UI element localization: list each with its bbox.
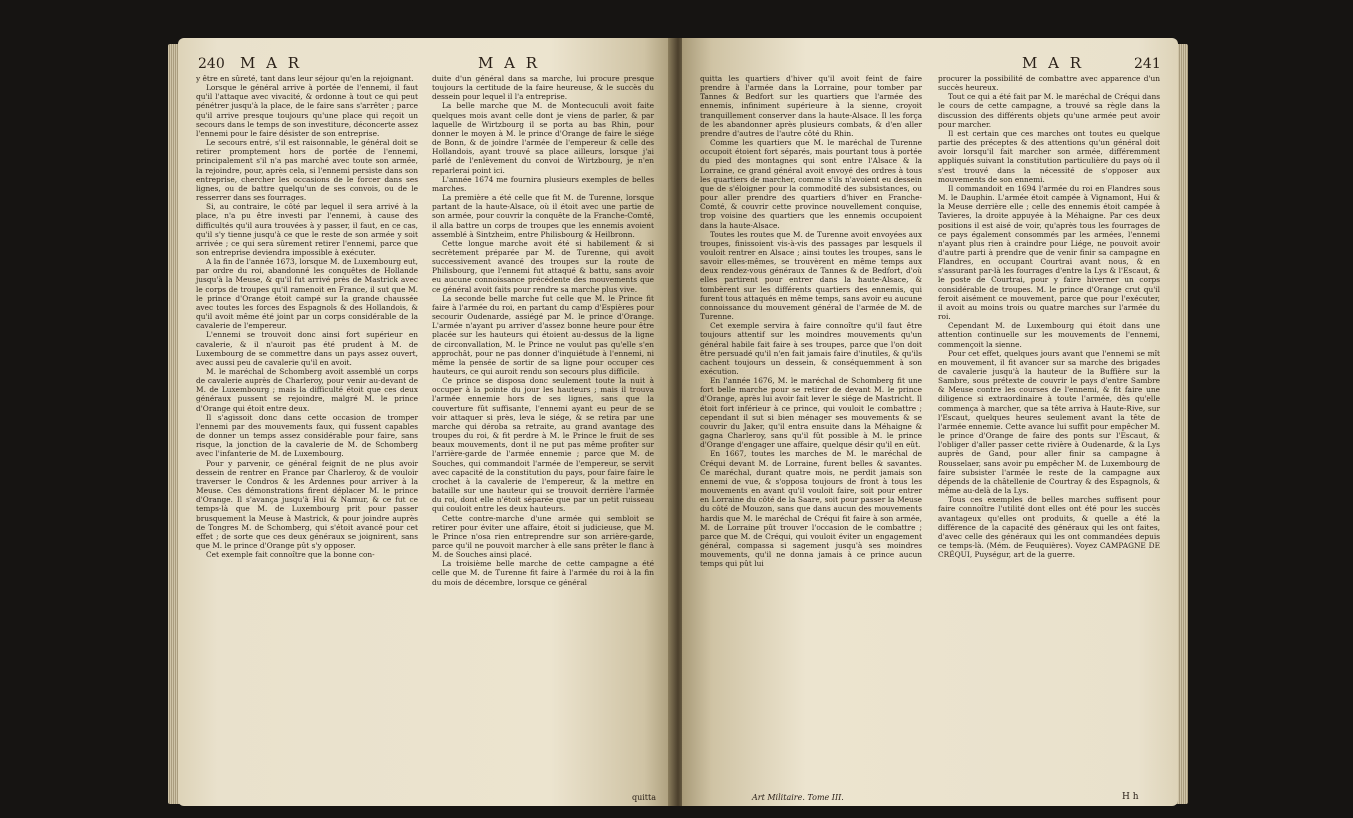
- paragraph: Comme les quartiers que M. le maréchal de Turenne occupoit étoient fort séparés, mais pourtant tous à portée du pied des montagnes qui sont entre l'Alsace & la Lorraine, ce grand général avoit envoyé des ordres à tous les quartiers de marcher, comme s'ils n'avoient eu dessein que de s'éloigner pour la commodité des subsistances, ou pour aller prendre des quartiers d'hiver en Franche-Comté, & couvrir cette province nouvellement conquise, trop voisine des quartiers que les ennemis occupoient dans la haute-Alsace.: [700, 138, 922, 230]
- paragraph: En l'année 1676, M. le maréchal de Schomberg fit une fort belle marche pour se retirer de devant M. le prince d'Orange, après lui avoir fait lever le siége de Mastricht. Il étoit fort inférieur à ce prince, qui vouloit le combattre ; cependant il sut si bien ménager ses mouvements & se couvrir du Jaker, qu'il entra ensuite dans la Méhaigne & gagna Charleroy, sans qu'il fût possible à M. le prince d'Orange d'engager une affaire, quelque désir qu'il en eût.: [700, 376, 922, 450]
- paragraph: Cette longue marche avoit été si habilement & si secrètement préparée par M. de Turenne, qui avoit successivement avancé des troupes sur la route de Philisbourg, que l'ennemi fut attaqué & battu, sans avoir eu aucune connoissance précédente des mouvements que ce général avoit faits pour rendre sa marche plus vive.: [432, 238, 654, 294]
- right-page-column-1: [700, 74, 922, 568]
- running-head-left-col2: M A R: [478, 54, 541, 72]
- volume-footer: Art Militaire. Tome III.: [752, 793, 844, 802]
- left-page-column-2: [432, 74, 654, 587]
- page-number-right: 241: [1134, 56, 1161, 72]
- catchword: quitta: [631, 793, 656, 802]
- paragraph: Il s'agissoit donc dans cette occasion de tromper l'ennemi par des mouvements faux, qui fussent capables de donner un temps assez considérable pour faire, sans risque, la jonction de la cavalerie de M. de Schomberg avec l'infanterie de M. de Luxembourg.: [196, 412, 418, 459]
- paragraph: A la fin de l'année 1673, lorsque M. de Luxembourg eut, par ordre du roi, abandonné les conquêtes de Hollande jusqu'à la Meuse, & qu'il fut arrivé près de Mastrick avec le corps de troupes qu'il ramenoit en France, il sut que M. le prince d'Orange étoit campé sur la grande chaussée avec toutes les forces des Espagnols & des Hollandois, & qu'il avoit même été joint par un corps considérable de la cavalerie de l'empereur.: [196, 257, 418, 331]
- paragraph: Le secours entré, s'il est raisonnable, le général doit se retirer promptement hors de portée de l'ennemi, principalement s'il n'a pas marché avec toute son armée, la rejoindre, pour, après cela, si l'ennemi persiste dans son entreprise, chercher les occasions de le forcer dans ses lignes, ou de battre quelqu'un de ses convois, ou de le resserrer dans ses fourrages.: [196, 138, 418, 203]
- paragraph: M. le maréchal de Schomberg avoit assemblé un corps de cavalerie auprès de Charleroy, pour venir au-devant de M. de Luxembourg ; mais la difficulté étoit que ces deux généraux pussent se rejoindre, malgré M. le prince d'Orange qui étoit entre deux.: [196, 367, 418, 413]
- paragraph: Ce prince se disposa donc seulement toute la nuit à occuper à la pointe du jour les hauteurs ; mais il trouva l'armée ennemie hors de ses lignes, sans que la couverture fût suffisante, l'ennemi ayant eu peur de se voir attaquer si près, leva le siége, & se retira par une marche qui déroba sa retraite, au grand avantage des troupes du roi, & fit perdre à M. le Prince le fruit de ses beaux mouvements, dont il ne put pas même profiter sur l'arrière-garde de l'armée ennemie ; parce que M. de Souches, qui commandoit l'armée de l'empereur, se servit avec capacité de la constitution du pays, pour faire faire le crochet à la cavalerie de l'empereur, & la mettre en bataille sur une hauteur qui se trouvoit derrière l'armée du roi, dont elle n'étoit séparée que par un petit ruisseau qui couloit entre les deux hauteurs.: [432, 376, 654, 514]
- paragraph: Cet exemple servira à faire connoître qu'il faut être toujours attentif sur les moindres mouvements qu'un général habile fait faire à ses troupes, parce que l'on doit être persuadé qu'il n'en fait jamais faire d'inutiles, & qu'ils cachent toujours un dessein, & conséquemment à son exécution.: [700, 321, 922, 376]
- paragraph: Si, au contraire, le côté par lequel il sera arrivé à la place, n'a pu être investi par l'ennemi, à cause des difficultés qu'il aura trouvées à y passer, il faut, en ce cas, qu'il s'y tienne jusqu'à ce que le reste de son armée y soit arrivée ; ce qui sera sûrement retirer l'ennemi, parce que son entreprise deviendra impossible à exécuter.: [196, 202, 418, 257]
- paragraph: y être en sûreté, tant dans leur séjour qu'en la rejoignant.: [196, 74, 414, 83]
- paragraph: duite d'un général dans sa marche, lui procure presque toujours la certitude de la faire heureuse, & le succès du dessein pour lequel il l'a entreprise.: [432, 74, 654, 102]
- right-page-column-2: [938, 74, 1160, 559]
- paragraph: procurer la possibilité de combattre avec apparence d'un succès heureux.: [938, 74, 1160, 93]
- open-book: [178, 38, 1178, 808]
- left-page-column-1: [196, 74, 418, 559]
- paragraph: Tout ce qui a été fait par M. le maréchal de Créqui dans le cours de cette campagne, a trouvé sa règle dans la discussion des différents objets qu'une armée peut avoir pour marcher.: [938, 92, 1160, 129]
- paragraph: La troisième belle marche de cette campagne a été celle que M. de Turenne fit faire à l'armée du roi à la fin du mois de décembre, lorsque ce général: [432, 559, 654, 587]
- paragraph: Toutes les routes que M. de Turenne avoit envoyées aux troupes, finissoient vis-à-vis des passages par lesquels il vouloit rentrer en Alsace ; ainsi toutes les troupes, sans le savoir elles-mêmes, se trouvèrent en même temps aux deux rendez-vous généraux de Tannes & de Bedfort, d'où elles partirent pour entrer dans la haute-Alsace, & tombèrent sur les différents quartiers des ennemis, qui furent tous attaqués en même temps, sans avoir eu aucune connoissance du mouvement général de l'armée de M. de Turenne.: [700, 229, 922, 322]
- paragraph: La belle marche que M. de Montecuculi avoit faite quelques mois avant celle dont je viens de parler, & par laquelle de Wirtzbourg il se porta au bas Rhin, pour donner le moyen à M. le prince d'Orange de faire le siége de Bonn, & de joindre l'armée de l'empereur & celle des Hollandois, ayant trouvé sa place ailleurs, lorsque j'ai parlé de l'enlèvement du convoi de Wirtzbourg, je n'en reparlerai point ici.: [432, 101, 654, 175]
- paragraph: Cette contre-marche d'une armée qui sembloit se retirer pour éviter une affaire, étoit si judicieuse, que M. le Prince n'osa rien entreprendre sur son arrière-garde, parce qu'il ne pouvoit marcher à elle sans prêter le flanc à M. de Souches ainsi placé.: [432, 513, 654, 560]
- running-head-left: M A R: [240, 54, 303, 72]
- paragraph: Tous ces exemples de belles marches suffisent pour faire connoître l'utilité dont elles ont été pour les succès avantageux qu'elles ont produits, & quelle a été la différence de la capacité des généraux qui les ont faites, d'avec celle des généraux qui les ont commandées depuis ce temps-là. (Mém. de Feuquières). Voyez CAMPAGNE DE CRÉQUI, Puységur, art de la guerre.: [938, 495, 1160, 560]
- paragraph: Cet exemple fait connoître que la bonne con-: [206, 550, 375, 560]
- running-head-right: M A R: [1022, 54, 1085, 72]
- paragraph: En 1667, toutes les marches de M. le maréchal de Créqui devant M. de Lorraine, furent belles & savantes. Ce maréchal, durant quatre mois, ne perdit jamais son ennemi de vue, & s'opposa toujours de front à tous les mouvements en avant qu'il vouloit faire, soit pour entrer en Lorraine du côté de la Saare, soit pour passer la Meuse du côté de Mouzon, sans que dans aucun des mouvements hardis que M. le maréchal de Créqui fit faire à son armée, M. de Lorraine pût trouver l'occasion de le combattre ; parce que M. de Créqui, qui vouloit éviter un engagement général, compassa si sagement jusqu'à ses moindres mouvements, qu'il ne donna jamais à ce prince aucun temps qui pût lui: [700, 449, 922, 569]
- left-page: [178, 38, 674, 806]
- paragraph: Pour cet effet, quelques jours avant que l'ennemi se mît en mouvement, il fit avancer sur sa marche des brigades de cavalerie jusqu'à la hauteur de la Buffière sur la Sambre, sous prétexte de couvrir le pays d'entre Sambre & Meuse contre les courses de l'ennemi, & fit faire une diligence si extraordinaire à toute l'armée, dès qu'elle commença à marcher, que sa tête arriva à Haute-Rive, sur l'Escaut, quelques heures seulement avant la tête de l'armée ennemie. Cette avance lui suffit pour empêcher M. le prince d'Orange de faire des ponts sur l'Escaut, & l'obliger d'aller passer cette rivière à Oudenarde, & la Lys auprès de Gand, pour aller finir sa campagne à Rousselaer, sans avoir pu empêcher M. de Luxembourg de faire subsister l'armée le reste de la campagne aux dépends de la châtellenie de Courtray & des Espagnols, & même au-delà de la Lys.: [938, 348, 1160, 496]
- paragraph: L'ennemi se trouvoit donc ainsi fort supérieur en cavalerie, & il n'auroit pas été prudent à M. de Luxembourg de se commettre dans un pays assez ouvert, avec aussi peu de cavalerie qu'il en avoit.: [196, 330, 418, 367]
- paragraph: La seconde belle marche fut celle que M. le Prince fit faire à l'armée du roi, en partant du camp d'Espières pour secourir Oudenarde, assiégé par M. le prince d'Orange. L'armée n'ayant pu arriver d'assez bonne heure pour être placée sur les hauteurs qui étoient au-dessus de la ligne de circonvallation, M. le Prince ne voulut pas qu'elle s'en approchât, pour ne pas donner d'inquiétude à l'ennemi, ni même la pensée de sortir de sa ligne pour occuper ces hauteurs, ce qui auroit rendu son secours plus difficile.: [432, 293, 654, 376]
- paragraph: quitta les quartiers d'hiver qu'il avoit feint de faire prendre à l'armée dans la Lorraine, pour tomber par Tannes & Bedfort sur les quartiers que l'armée des ennemis, infiniment supérieure à la sienne, croyoit tranquillement conserver dans la haute-Alsace. Il les força de les abandonner après plusieurs combats, & d'en aller prendre d'autres de l'autre côté du Rhin.: [700, 74, 922, 138]
- signature-mark: H h: [1122, 792, 1139, 802]
- paragraph: Il est certain que ces marches ont toutes eu quelque partie des préceptes & des attentions qu'un général doit avoir lorsqu'il fait marcher son armée, différemment appliqués suivant la constitution particulière du pays où il s'est trouvé dans la nécessité de s'opposer aux mouvements de son ennemi.: [938, 128, 1160, 184]
- paragraph: Pour y parvenir, ce général feignit de ne plus avoir dessein de rentrer en France par Charleroy, & de vouloir traverser le Condros & les Ardennes pour arriver à la Meuse. Ces démonstrations firent déplacer M. le prince d'Orange. Il s'avança jusqu'à Hui & Namur, & ce fut ce temps-là que M. de Luxembourg prit pour passer brusquement la Meuse à Mastrick, & pour joindre auprès de Tongres M. de Schomberg, qui s'étoit avancé pour cet effet ; de sorte que ces deux généraux se joignirent, sans que M. le prince d'Orange pût s'y opposer.: [196, 458, 418, 550]
- page-number-left: 240: [198, 56, 225, 72]
- paragraph: Lorsque le général arrive à portée de l'ennemi, il faut qu'il l'attaque avec vivacité, & ordonne à tout ce qui peut pénétrer jusqu'à la place, de le faire sans s'arrêter ; parce qu'il arrive presque toujours qu'une place qui reçoit un secours dans le temps de son investiture, déconcerte assez l'ennemi pour le faire désister de son entreprise.: [196, 83, 418, 138]
- paragraph: L'année 1674 me fournira plusieurs exemples de belles marches.: [432, 174, 654, 193]
- paragraph: Cependant M. de Luxembourg qui étoit dans une attention continuelle sur les mouvements de l'ennemi, commençoit la sienne.: [938, 321, 1160, 349]
- paragraph: Il commandoit en 1694 l'armée du roi en Flandres sous M. le Dauphin. L'armée étoit campée à Vignamont, Hui & la Meuse derrière elle ; celle des ennemis étoit campée à Tavieres, la droite appuyée à la Méhaigne. Par ces deux positions il est aisé de voir, qu'après tous les fourrages de ce pays également consommés par les armées, l'ennemi n'ayant plus rien à craindre pour Liége, ne pouvoit avoir d'autre parti à prendre que de venir finir sa campagne en Flandres, en occupant Courtrai avant nous, & en s'assurant par-là les fourrages d'entre la Lys & l'Escaut, & le poste de Courtrai, pour y faire hiverner un corps considérable de troupes. M. le prince d'Orange crut qu'il feroit aisément ce mouvement, parce que pour l'exécuter, il avoit au moins trois ou quatre marches sur l'armée du roi.: [938, 183, 1160, 322]
- right-page: [682, 38, 1178, 806]
- paragraph: La première a été celle que fit M. de Turenne, lorsque partant de la haute-Alsace, où il étoit avec une partie de son armée, pour couvrir la conquête de la Franche-Comté, il alla battre un corps de troupes que les ennemis avoient assemblé à Sintzheim, entre Philisbourg & Heilbronn.: [432, 193, 654, 239]
